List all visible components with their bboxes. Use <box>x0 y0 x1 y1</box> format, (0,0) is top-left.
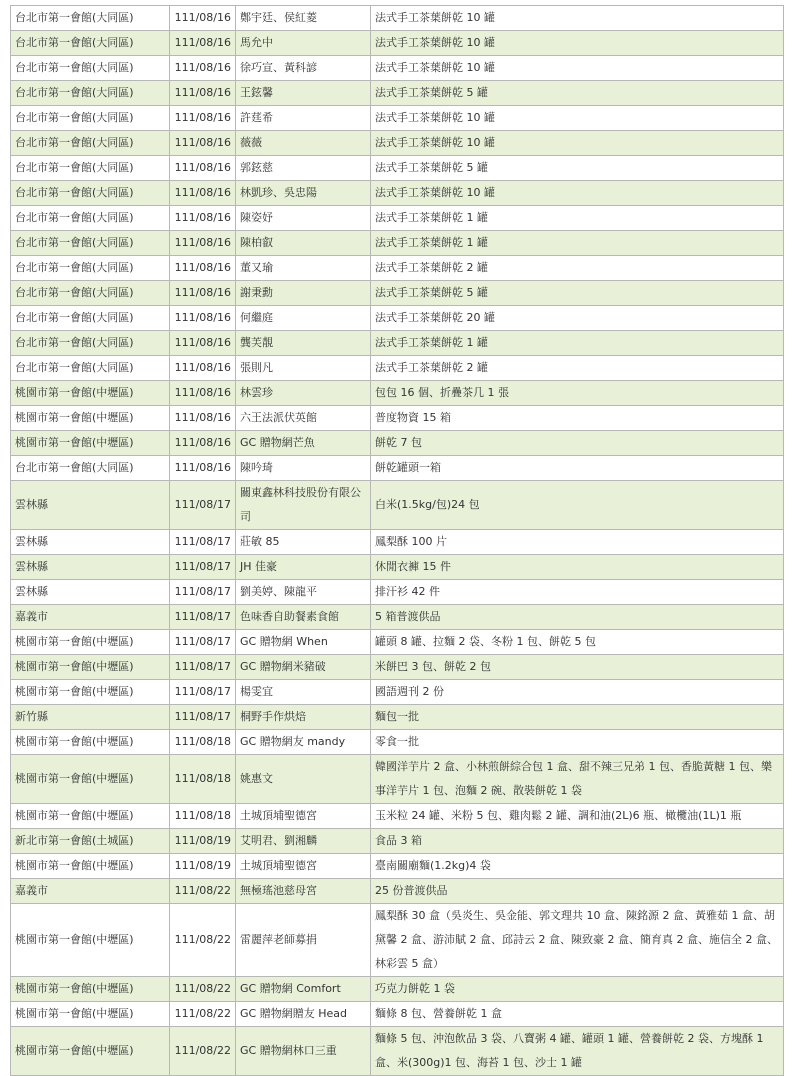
date-cell: 111/08/16 <box>170 431 236 456</box>
table-row <box>11 630 784 655</box>
date-cell: 111/08/16 <box>170 131 236 156</box>
table-row <box>11 56 784 81</box>
date-cell: 111/08/16 <box>170 106 236 131</box>
donor-cell: GC 贈物網 When <box>236 630 371 655</box>
item-cell: 法式手工茶葉餅乾 10 罐 <box>371 131 784 156</box>
donor-cell: 雷麗萍老師募捐 <box>236 904 371 977</box>
branch-cell: 桃園市第一會館(中壢區) <box>11 1002 170 1027</box>
date-cell: 111/08/16 <box>170 281 236 306</box>
item-cell: 臺南關廟麵(1.2kg)4 袋 <box>371 854 784 879</box>
table-row <box>11 481 784 530</box>
table-row <box>11 530 784 555</box>
donor-cell: GC 贈物網贈友 Head <box>236 1002 371 1027</box>
branch-cell: 台北市第一會館(大同區) <box>11 331 170 356</box>
item-cell: 麵包一批 <box>371 705 784 730</box>
table-row <box>11 1002 784 1027</box>
branch-cell: 雲林縣 <box>11 555 170 580</box>
donor-cell: 無極瑤池慈母宮 <box>236 879 371 904</box>
branch-cell: 桃園市第一會館(中壢區) <box>11 977 170 1002</box>
item-cell: 法式手工茶葉餅乾 5 罐 <box>371 81 784 106</box>
donor-cell: 關東鑫林科技股份有限公司 <box>236 481 371 530</box>
donor-cell: 陳吟琦 <box>236 456 371 481</box>
table-row <box>11 31 784 56</box>
item-cell: 法式手工茶葉餅乾 10 罐 <box>371 56 784 81</box>
date-cell: 111/08/16 <box>170 406 236 431</box>
date-cell: 111/08/16 <box>170 31 236 56</box>
date-cell: 111/08/16 <box>170 356 236 381</box>
branch-cell: 台北市第一會館(大同區) <box>11 281 170 306</box>
donation-table <box>10 5 784 1076</box>
branch-cell: 台北市第一會館(大同區) <box>11 206 170 231</box>
donor-cell: 王鉉馨 <box>236 81 371 106</box>
branch-cell: 台北市第一會館(大同區) <box>11 106 170 131</box>
date-cell: 111/08/17 <box>170 530 236 555</box>
donor-cell: 徐巧宣、黃科諺 <box>236 56 371 81</box>
table-row <box>11 181 784 206</box>
date-cell: 111/08/16 <box>170 206 236 231</box>
branch-cell: 台北市第一會館(大同區) <box>11 81 170 106</box>
date-cell: 111/08/17 <box>170 705 236 730</box>
item-cell: 零食一批 <box>371 730 784 755</box>
date-cell: 111/08/18 <box>170 804 236 829</box>
date-cell: 111/08/16 <box>170 181 236 206</box>
item-cell: 法式手工茶葉餅乾 20 罐 <box>371 306 784 331</box>
branch-cell: 雲林縣 <box>11 580 170 605</box>
date-cell: 111/08/17 <box>170 605 236 630</box>
item-cell: 排汗衫 42 件 <box>371 580 784 605</box>
date-cell: 111/08/17 <box>170 655 236 680</box>
item-cell: 法式手工茶葉餅乾 10 罐 <box>371 6 784 31</box>
donor-cell: 土城頂埔聖德宮 <box>236 854 371 879</box>
item-cell: 米餅巴 3 包、餅乾 2 包 <box>371 655 784 680</box>
item-cell: 白米(1.5kg/包)24 包 <box>371 481 784 530</box>
donor-cell: GC 贈物網芒魚 <box>236 431 371 456</box>
table-row <box>11 6 784 31</box>
item-cell: 25 份普渡供品 <box>371 879 784 904</box>
date-cell: 111/08/22 <box>170 1027 236 1076</box>
donor-cell: 艾明君、劉湘麟 <box>236 829 371 854</box>
item-cell: 餅乾 7 包 <box>371 431 784 456</box>
date-cell: 111/08/16 <box>170 456 236 481</box>
table-row <box>11 156 784 181</box>
donor-cell: 張則凡 <box>236 356 371 381</box>
item-cell: 法式手工茶葉餅乾 2 罐 <box>371 256 784 281</box>
table-row <box>11 904 784 977</box>
donation-list <box>10 5 784 1076</box>
donation-table-body <box>11 6 784 1076</box>
table-row <box>11 81 784 106</box>
donor-cell: GC 贈物網林口三重 <box>236 1027 371 1076</box>
item-cell: 包包 16 個、折疊茶几 1 張 <box>371 381 784 406</box>
donor-cell: 陳柏叡 <box>236 231 371 256</box>
date-cell: 111/08/18 <box>170 755 236 804</box>
branch-cell: 台北市第一會館(大同區) <box>11 231 170 256</box>
donor-cell: 郭鉉慈 <box>236 156 371 181</box>
table-row <box>11 854 784 879</box>
donor-cell: 楊雯宜 <box>236 680 371 705</box>
branch-cell: 台北市第一會館(大同區) <box>11 181 170 206</box>
date-cell: 111/08/16 <box>170 231 236 256</box>
donor-cell: 陳姿妤 <box>236 206 371 231</box>
branch-cell: 嘉義市 <box>11 605 170 630</box>
date-cell: 111/08/22 <box>170 1002 236 1027</box>
date-cell: 111/08/17 <box>170 630 236 655</box>
branch-cell: 桃園市第一會館(中壢區) <box>11 804 170 829</box>
table-row <box>11 655 784 680</box>
date-cell: 111/08/17 <box>170 680 236 705</box>
branch-cell: 台北市第一會館(大同區) <box>11 356 170 381</box>
date-cell: 111/08/16 <box>170 331 236 356</box>
item-cell: 法式手工茶葉餅乾 1 罐 <box>371 331 784 356</box>
item-cell: 法式手工茶葉餅乾 5 罐 <box>371 281 784 306</box>
branch-cell: 桃園市第一會館(中壢區) <box>11 655 170 680</box>
item-cell: 食品 3 箱 <box>371 829 784 854</box>
date-cell: 111/08/22 <box>170 904 236 977</box>
item-cell: 國語週刊 2 份 <box>371 680 784 705</box>
table-row <box>11 1027 784 1076</box>
branch-cell: 桃園市第一會館(中壢區) <box>11 904 170 977</box>
date-cell: 111/08/22 <box>170 879 236 904</box>
table-row <box>11 356 784 381</box>
table-row <box>11 381 784 406</box>
donor-cell: 莊敏 85 <box>236 530 371 555</box>
item-cell: 巧克力餅乾 1 袋 <box>371 977 784 1002</box>
branch-cell: 台北市第一會館(大同區) <box>11 456 170 481</box>
date-cell: 111/08/19 <box>170 829 236 854</box>
donor-cell: GC 贈物網 Comfort <box>236 977 371 1002</box>
item-cell: 法式手工茶葉餅乾 10 罐 <box>371 106 784 131</box>
branch-cell: 嘉義市 <box>11 879 170 904</box>
donor-cell: JH 佳豪 <box>236 555 371 580</box>
item-cell: 法式手工茶葉餅乾 1 罐 <box>371 206 784 231</box>
table-row <box>11 406 784 431</box>
table-row <box>11 331 784 356</box>
item-cell: 鳳梨酥 100 片 <box>371 530 784 555</box>
table-row <box>11 281 784 306</box>
table-row <box>11 106 784 131</box>
donor-cell: 何繼庭 <box>236 306 371 331</box>
branch-cell: 新北市第一會館(土城區) <box>11 829 170 854</box>
donor-cell: 林雲珍 <box>236 381 371 406</box>
item-cell: 罐頭 8 罐、拉麵 2 袋、冬粉 1 包、餅乾 5 包 <box>371 630 784 655</box>
branch-cell: 新竹縣 <box>11 705 170 730</box>
item-cell: 麵條 5 包、沖泡飲品 3 袋、八寶粥 4 罐、罐頭 1 罐、營養餅乾 2 袋、方塊酥 1 盒、米(300g)1 包、海苔 1 包、沙士 1 罐 <box>371 1027 784 1076</box>
item-cell: 法式手工茶葉餅乾 5 罐 <box>371 156 784 181</box>
date-cell: 111/08/18 <box>170 730 236 755</box>
item-cell: 普度物資 15 箱 <box>371 406 784 431</box>
item-cell: 法式手工茶葉餅乾 2 罐 <box>371 356 784 381</box>
item-cell: 麵條 8 包、營養餅乾 1 盒 <box>371 1002 784 1027</box>
branch-cell: 桃園市第一會館(中壢區) <box>11 854 170 879</box>
branch-cell: 桃園市第一會館(中壢區) <box>11 755 170 804</box>
item-cell: 休閒衣褲 15 件 <box>371 555 784 580</box>
table-row <box>11 580 784 605</box>
table-row <box>11 306 784 331</box>
branch-cell: 台北市第一會館(大同區) <box>11 156 170 181</box>
table-row <box>11 879 784 904</box>
donor-cell: 林凱珍、吳忠陽 <box>236 181 371 206</box>
branch-cell: 桃園市第一會館(中壢區) <box>11 431 170 456</box>
branch-cell: 桃園市第一會館(中壢區) <box>11 730 170 755</box>
table-row <box>11 755 784 804</box>
date-cell: 111/08/16 <box>170 156 236 181</box>
date-cell: 111/08/16 <box>170 256 236 281</box>
branch-cell: 台北市第一會館(大同區) <box>11 306 170 331</box>
donor-cell: 謝秉勳 <box>236 281 371 306</box>
table-row <box>11 977 784 1002</box>
date-cell: 111/08/19 <box>170 854 236 879</box>
item-cell: 法式手工茶葉餅乾 10 罐 <box>371 31 784 56</box>
table-row <box>11 431 784 456</box>
date-cell: 111/08/17 <box>170 555 236 580</box>
donor-cell: 許莛希 <box>236 106 371 131</box>
branch-cell: 雲林縣 <box>11 481 170 530</box>
table-row <box>11 206 784 231</box>
item-cell: 餅乾罐頭一箱 <box>371 456 784 481</box>
date-cell: 111/08/16 <box>170 381 236 406</box>
date-cell: 111/08/16 <box>170 81 236 106</box>
donor-cell: 色味香自助餐素食館 <box>236 605 371 630</box>
donor-cell: 姚惠文 <box>236 755 371 804</box>
donor-cell: 土城頂埔聖德宮 <box>236 804 371 829</box>
table-row <box>11 131 784 156</box>
table-row <box>11 829 784 854</box>
branch-cell: 桃園市第一會館(中壢區) <box>11 630 170 655</box>
branch-cell: 台北市第一會館(大同區) <box>11 31 170 56</box>
date-cell: 111/08/22 <box>170 977 236 1002</box>
date-cell: 111/08/17 <box>170 580 236 605</box>
table-row <box>11 730 784 755</box>
branch-cell: 台北市第一會館(大同區) <box>11 131 170 156</box>
branch-cell: 台北市第一會館(大同區) <box>11 256 170 281</box>
donor-cell: 六王法派伏英館 <box>236 406 371 431</box>
table-row <box>11 231 784 256</box>
date-cell: 111/08/17 <box>170 481 236 530</box>
table-row <box>11 256 784 281</box>
donor-cell: GC 贈物網米豬破 <box>236 655 371 680</box>
item-cell: 韓國洋芋片 2 盒、小林煎餅綜合包 1 盒、甜不辣三兄弟 1 包、香脆黃糖 1 包、樂事洋芋片 1 包、泡麵 2 碗、散裝餅乾 1 袋 <box>371 755 784 804</box>
branch-cell: 桃園市第一會館(中壢區) <box>11 406 170 431</box>
branch-cell: 桃園市第一會館(中壢區) <box>11 680 170 705</box>
table-row <box>11 804 784 829</box>
table-row <box>11 680 784 705</box>
branch-cell: 台北市第一會館(大同區) <box>11 6 170 31</box>
branch-cell: 桃園市第一會館(中壢區) <box>11 381 170 406</box>
date-cell: 111/08/16 <box>170 6 236 31</box>
donor-cell: 馬允中 <box>236 31 371 56</box>
item-cell: 法式手工茶葉餅乾 1 罐 <box>371 231 784 256</box>
branch-cell: 台北市第一會館(大同區) <box>11 56 170 81</box>
branch-cell: 雲林縣 <box>11 530 170 555</box>
item-cell: 鳳梨酥 30 盒（吳炎生、吳金能、郭文理共 10 盒、陳銘源 2 盒、黃雅茹 1 盒、胡黛馨 2 盒、游沛賦 2 盒、邱詩云 2 盒、陳致豪 2 盒、簡育真 2 盒、施信全 2 盒、林彩雲 5 盒） <box>371 904 784 977</box>
table-row <box>11 555 784 580</box>
table-row <box>11 605 784 630</box>
donor-cell: 桐野手作烘焙 <box>236 705 371 730</box>
donor-cell: 鄭宇廷、侯紅菱 <box>236 6 371 31</box>
item-cell: 法式手工茶葉餅乾 10 罐 <box>371 181 784 206</box>
item-cell: 玉米粒 24 罐、米粉 5 包、雞肉鬆 2 罐、調和油(2L)6 瓶、橄欖油(1L)1 瓶 <box>371 804 784 829</box>
table-row <box>11 456 784 481</box>
date-cell: 111/08/16 <box>170 56 236 81</box>
branch-cell: 桃園市第一會館(中壢區) <box>11 1027 170 1076</box>
donor-cell: 董又瑜 <box>236 256 371 281</box>
donor-cell: 薇薇 <box>236 131 371 156</box>
donor-cell: GC 贈物網友 mandy <box>236 730 371 755</box>
donor-cell: 龔芙靚 <box>236 331 371 356</box>
donor-cell: 劉美婷、陳龍平 <box>236 580 371 605</box>
table-row <box>11 705 784 730</box>
item-cell: 5 箱普渡供品 <box>371 605 784 630</box>
date-cell: 111/08/16 <box>170 306 236 331</box>
